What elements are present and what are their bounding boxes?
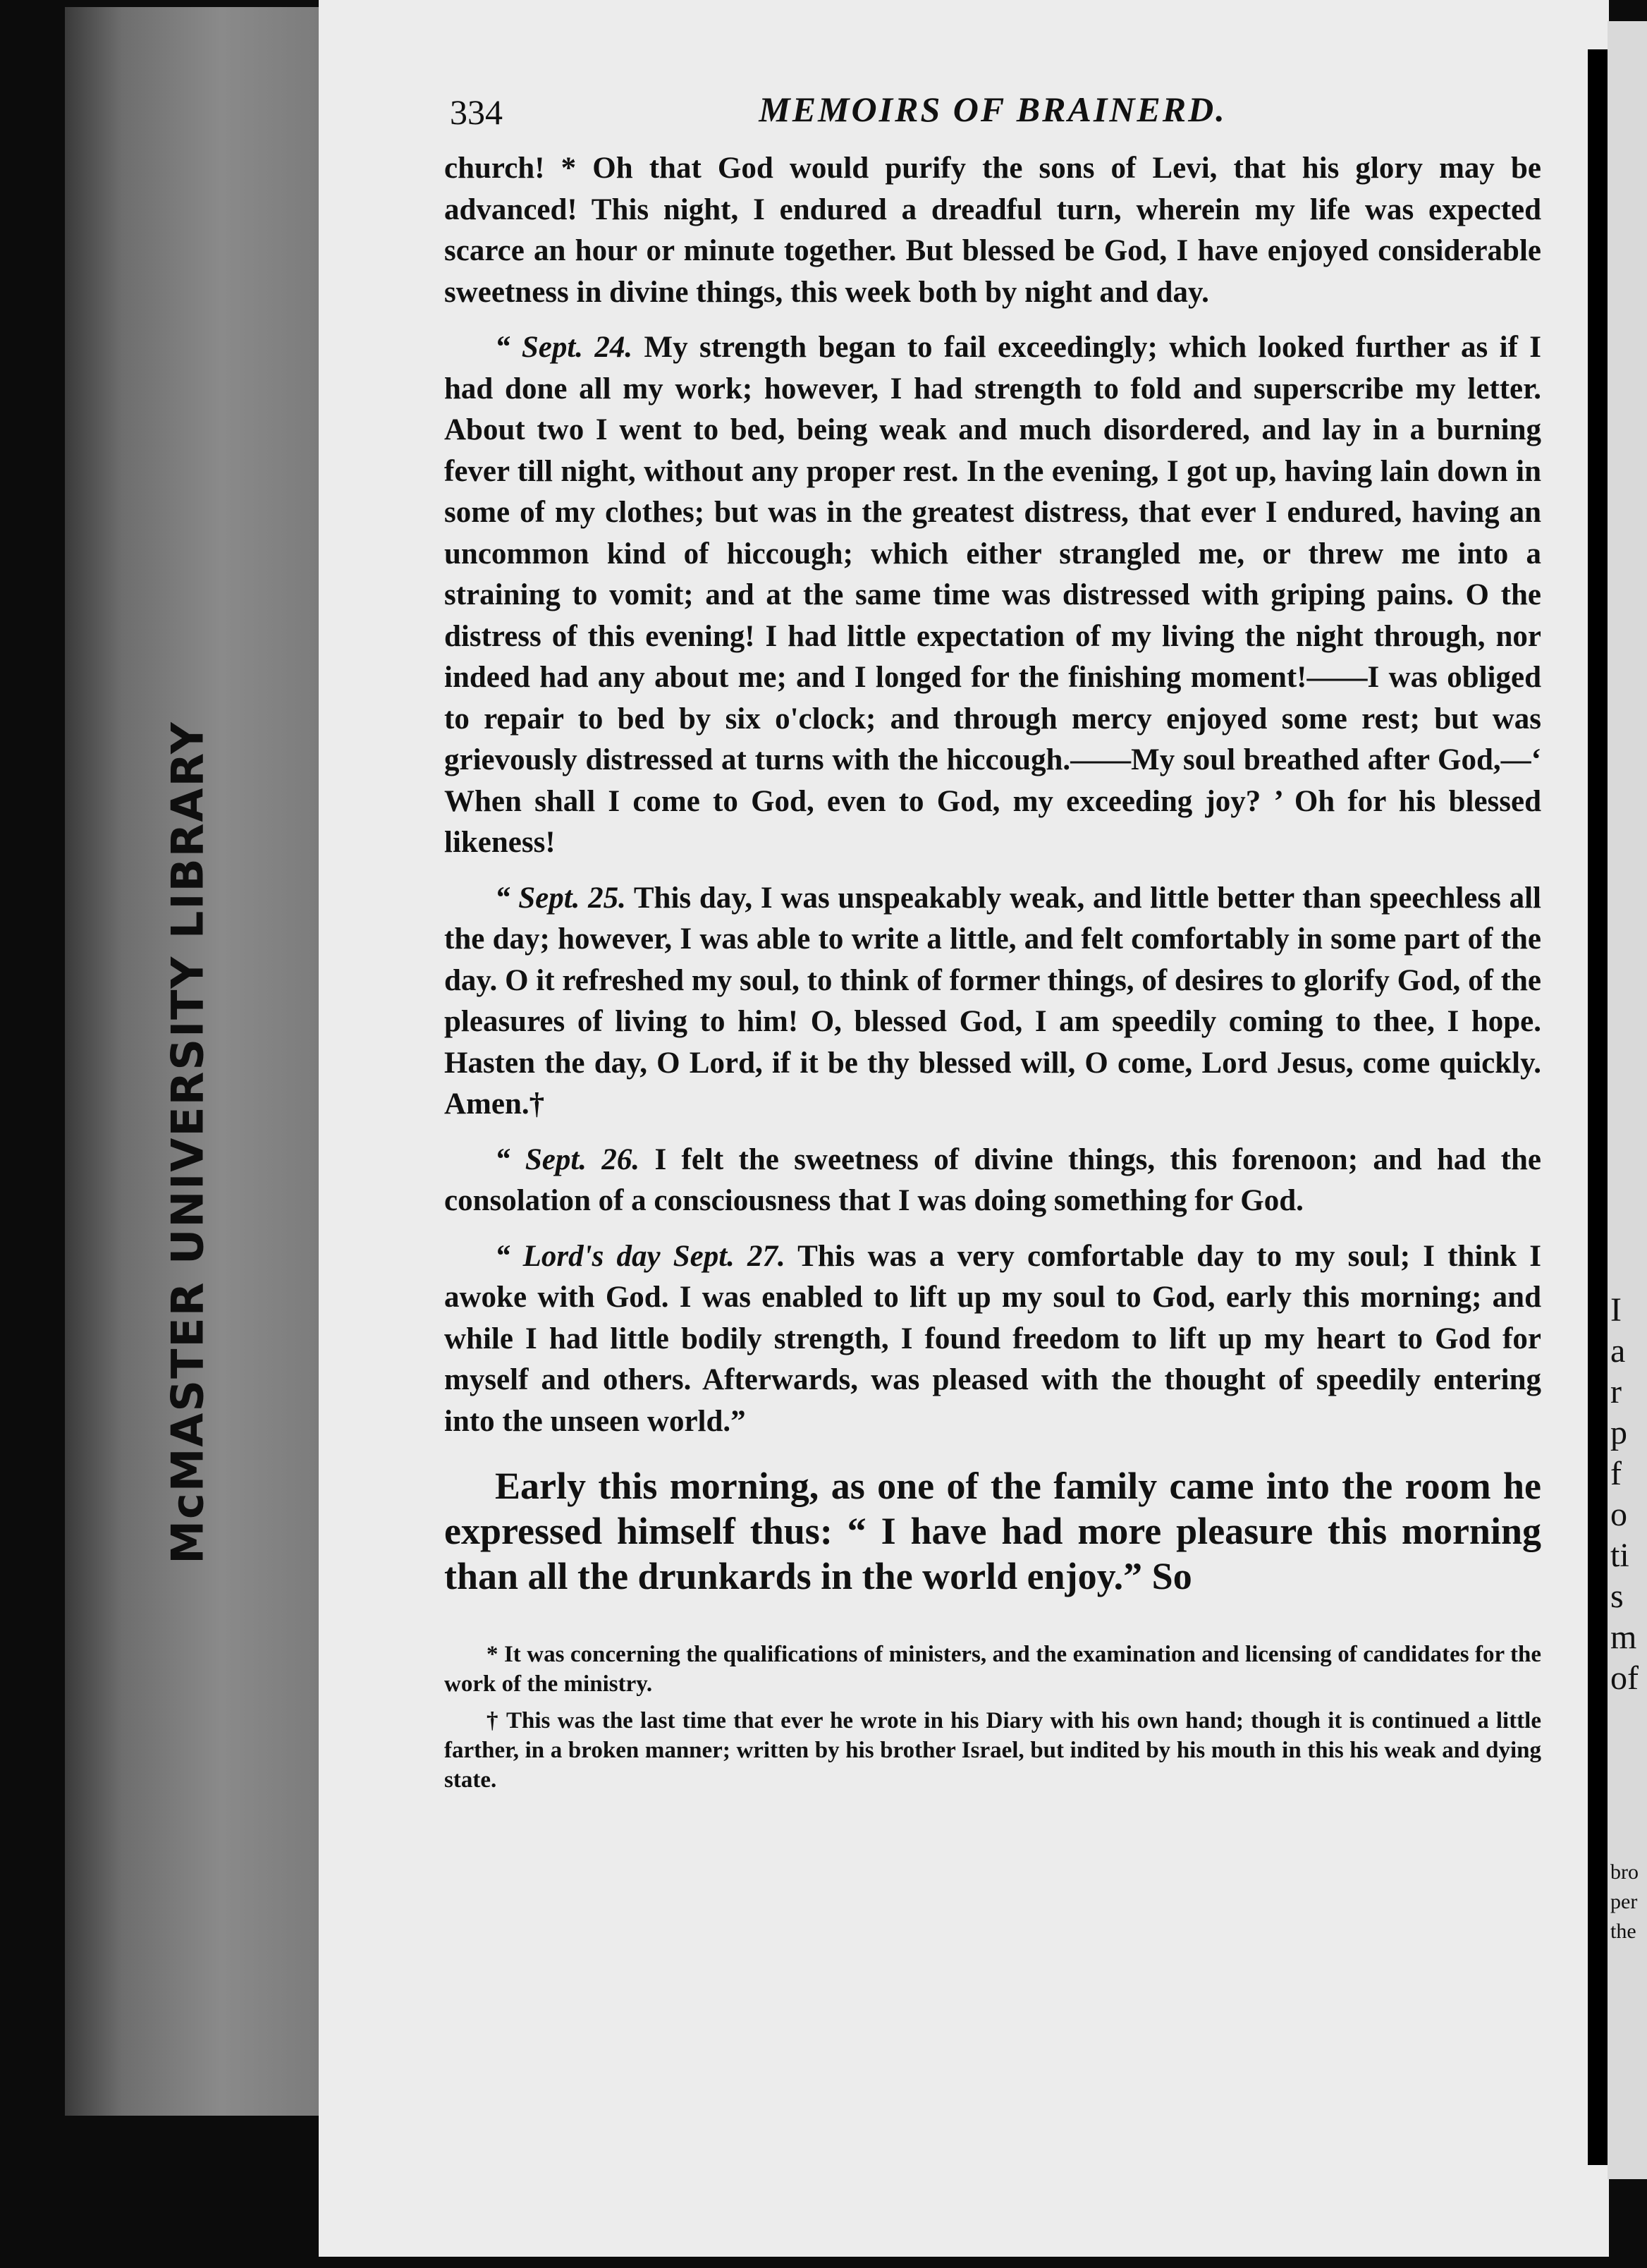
page-number: 334 xyxy=(450,92,503,132)
diary-paragraph xyxy=(444,327,1541,864)
next-page-fragment: ti xyxy=(1610,1537,1629,1574)
next-page-fragment: of xyxy=(1610,1659,1639,1697)
entry-date: “ Sept. 25. xyxy=(495,881,626,915)
library-stamp-text: McMASTER UNIVERSITY LIBRARY xyxy=(161,721,214,1564)
entry-date: “ Sept. 26. xyxy=(495,1142,640,1176)
diary-text: My strength began to fail exceedingly; which looked further as if I had done all my work; however, I had strength to fold and superscribe my letter. About two I went to bed, being weak and much disordered, and lay in a burning fever till night, without any proper rest. In the evening, I got up, having lain down in some of my clothes; but was in the greatest distress, that ever I endured, having an uncommon kind of hiccough; which either strangled me, or threw me into a straining to vomit; and at the same time was distressed with griping pains. O the distress of this evening! I had little expectation of my living the night through, nor indeed had any about me; and I longed for the finishing moment!——I was obliged to repair to bed by six o'clock; and through mercy enjoyed some rest; but was grievously distressed at turns with the hiccough.——My soul breathed after God,—‘ When shall I come to God, even to God, my exceeding joy? ’ Oh for his blessed likeness! xyxy=(444,331,1542,859)
diary-text: church! * Oh that God would purify the sons of Levi, that his glory may be advanced! This night, I endured a dreadful turn, wherein my life was expected scarce an hour or minute together. But blessed be God, I have enjoyed considerable sweetness in divine things, this week both by night and day. xyxy=(444,152,1541,309)
entry-date: “ Sept. 24. xyxy=(495,331,633,364)
next-page-fragment: m xyxy=(1610,1618,1637,1656)
diary-text: I felt the sweetness of divine things, this forenoon; and had the consolation of a consciousness that I was doing something for God. xyxy=(444,1142,1541,1217)
next-page-fragment: f xyxy=(1610,1455,1622,1492)
next-page-fragment: bro xyxy=(1610,1860,1639,1884)
diary-text: This day, I was unspeakably weak, and little better than speechless all the day; however, I was able to write a little, and felt comfortably in some part of the day. O it refreshed my soul, to think of former things, of desires to glorify God, of the pleasures of living to him! O, blessed God, I am speedily coming to thee, I hope. Hasten the day, O Lord, if it be thy blessed will, O come, Lord Jesus, come quickly. Amen.† xyxy=(444,881,1541,1121)
next-page-fragment: r xyxy=(1610,1373,1622,1410)
running-head: MEMOIRS OF BRAINERD. xyxy=(759,90,1227,129)
page-content xyxy=(444,78,1541,1795)
footnotes xyxy=(444,1640,1541,1795)
next-page-fragment: o xyxy=(1610,1496,1627,1533)
next-page-fragment: I xyxy=(1610,1291,1622,1329)
diary-paragraph xyxy=(444,148,1541,313)
page-header xyxy=(444,78,1541,148)
next-page-fragment: a xyxy=(1610,1332,1626,1370)
entry-date: “ Lord's day Sept. 27. xyxy=(495,1239,785,1273)
diary-text: This was a very comfortable day to my soul; I think I awoke with God. I was enabled to lift up my soul to God, early this morning; and while I had little bodily strength, I found freedom to lift up my heart to God for myself and others. Afterwards, was pleased with the thought of speedily entering into the unseen world.” xyxy=(444,1239,1541,1438)
library-stamp xyxy=(145,721,230,1564)
next-page-edge xyxy=(1608,21,1647,2179)
page-gutter xyxy=(1588,49,1608,2165)
next-page-fragment: p xyxy=(1610,1414,1627,1451)
diary-paragraph xyxy=(444,1140,1541,1222)
footnote: * It was concerning the qualifications of ministers, and the examination and licensing of candidates for the work of the ministry. xyxy=(444,1642,1541,1697)
next-page-fragment: the xyxy=(1610,1920,1636,1943)
diary-paragraph xyxy=(444,878,1541,1126)
next-page-fragment: per xyxy=(1610,1890,1638,1913)
narrative-paragraph: Early this morning, as one of the family came into the room he expressed himself thus: “ I have had more pleasure this morning than all the drunkards in the world enjoy.” So xyxy=(444,1465,1541,1597)
next-page-fragment: s xyxy=(1610,1578,1624,1615)
footnote: † This was the last time that ever he wrote in his Diary with his own hand; though it is continued a little farther, in a broken manner; written by his brother Israel, but indited by his mouth in this his weak and dying state. xyxy=(444,1708,1541,1793)
diary-paragraph xyxy=(444,1236,1541,1443)
